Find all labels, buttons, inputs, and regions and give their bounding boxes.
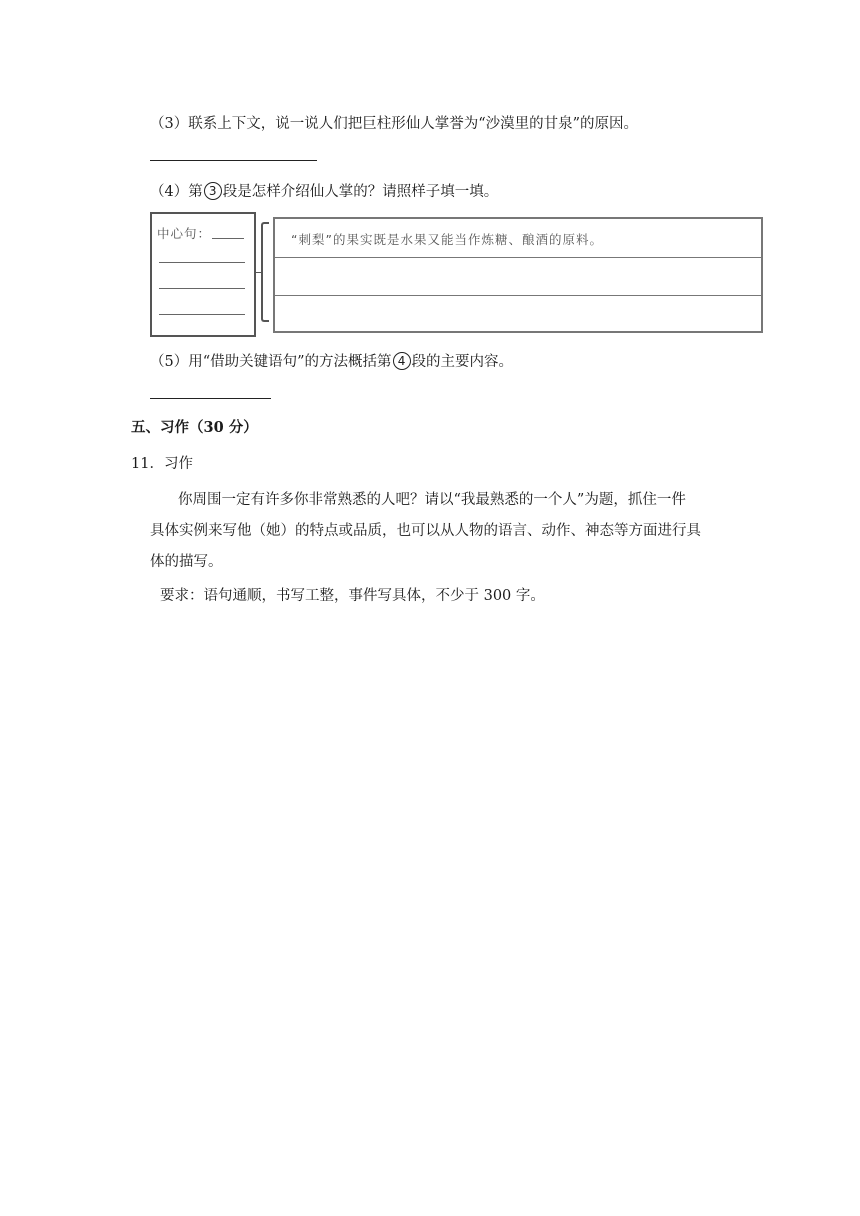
circled-number-4: 4 [393, 352, 411, 370]
center-box-blank-1[interactable] [159, 262, 245, 263]
details-row-2[interactable] [290, 265, 750, 295]
row-divider-2 [275, 295, 761, 296]
question-4-number: （4） [150, 184, 189, 200]
prompt-line-1: 你周围一定有许多你非常熟悉的人吧？请以“我最熟悉的一个人”为题，抓住一件 [178, 492, 686, 508]
question-11-number: 11． [131, 456, 164, 472]
row-divider-1 [275, 257, 761, 258]
section-5-title: 五、习作（30 分） [131, 419, 258, 436]
question-11-label: 习作 [163, 456, 193, 472]
question-4-text-before: 第 [188, 184, 203, 200]
prompt-line-2: 具体实例来写他（她）的特点或品质，也可以从人物的语言、动作、神态等方面进行具 [150, 523, 701, 539]
center-sentence-label: 中心句： [157, 226, 212, 241]
bracket [261, 222, 269, 322]
circled-number-3: 3 [204, 182, 222, 200]
prompt-line-3: 体的描写。 [150, 554, 223, 570]
question-3-number: （3） [150, 116, 189, 132]
question-3-text: 联系上下文，说一说人们把巨柱形仙人掌誉为“沙漠里的甘泉”的原因。 [188, 116, 639, 132]
question-5-number: （5） [150, 354, 189, 370]
question-4-text-after: 段是怎样介绍仙人掌的？请照样子填一填。 [222, 184, 499, 200]
question-5-text-after: 段的主要内容。 [411, 354, 514, 370]
question-3 [150, 112, 638, 133]
question-11 [131, 452, 193, 473]
center-box-blank-2[interactable] [159, 288, 245, 289]
center-box-blank-3[interactable] [159, 314, 245, 315]
center-sentence-blank[interactable] [212, 238, 244, 239]
answer-line-3[interactable] [150, 160, 317, 161]
answer-line-5[interactable] [150, 398, 271, 399]
requirement: 要求：语句通顺，书写工整，事件写具体，不少于 300 字。 [160, 588, 545, 604]
question-5-text-before: 用“借助关键语句”的方法概括第 [188, 354, 392, 370]
question-5 [150, 350, 513, 371]
details-row-3[interactable] [290, 303, 750, 333]
question-4 [150, 180, 498, 201]
sample-row-text: “刺梨”的果实既是水果又能当作炼糖、酿酒的原料。 [291, 232, 603, 247]
